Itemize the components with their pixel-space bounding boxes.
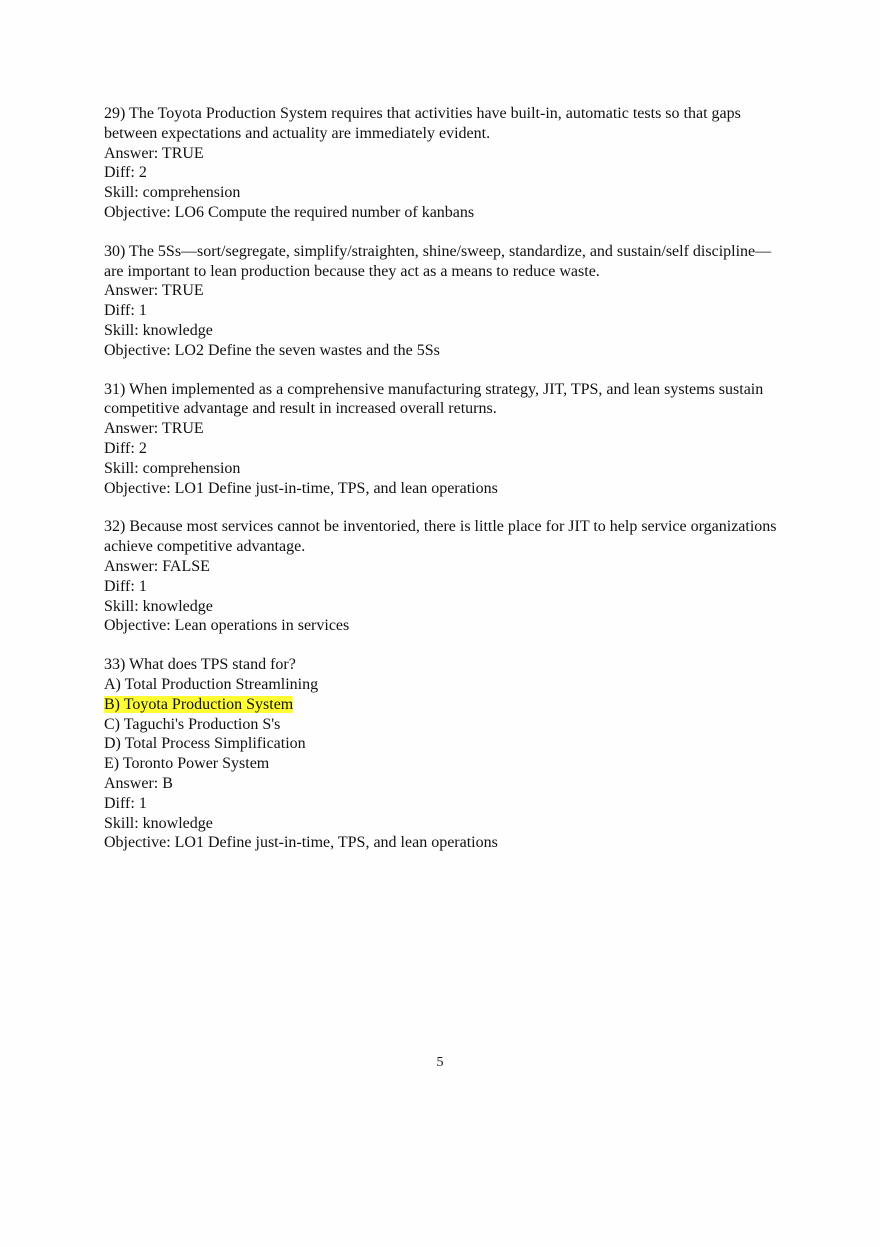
skill-line: Skill: knowledge (104, 814, 213, 832)
question-list (104, 104, 784, 872)
question-33 (104, 655, 784, 853)
skill-line: Skill: knowledge (104, 597, 213, 615)
page-number: 5 (436, 1055, 444, 1070)
option-c: C) Taguchi's Production S's (104, 715, 281, 733)
question-29 (104, 104, 784, 223)
question-31 (104, 380, 784, 499)
objective-line: Objective: LO1 Define just-in-time, TPS, and lean operations (104, 834, 498, 852)
question-30 (104, 242, 784, 361)
option-d: D) Total Process Simplification (104, 735, 306, 753)
question-stem: 30) The 5Ss—sort/segregate, simplify/straighten, shine/sweep, standardize, and sustain/self discipline—are important to lean production because they act as a means to reduce waste. (104, 242, 772, 280)
question-32 (104, 517, 784, 636)
answer-line: Answer: TRUE (104, 282, 204, 300)
objective-line: Objective: LO6 Compute the required number of kanbans (104, 203, 475, 221)
option-a: A) Total Production Streamlining (104, 675, 319, 693)
difficulty-line: Diff: 1 (104, 577, 147, 595)
skill-line: Skill: knowledge (104, 321, 213, 339)
difficulty-line: Diff: 1 (104, 302, 147, 320)
highlighted-answer: B) Toyota Production System (104, 695, 294, 713)
question-stem: 32) Because most services cannot be inventoried, there is little place for JIT to help service organizations achieve competitive advantage. (104, 518, 777, 556)
option-e: E) Toronto Power System (104, 755, 270, 773)
question-stem: 31) When implemented as a comprehensive manufacturing strategy, JIT, TPS, and lean systems sustain competitive advantage and result in increased overall returns. (104, 380, 764, 418)
answer-line: Answer: FALSE (104, 557, 210, 575)
objective-line: Objective: LO1 Define just-in-time, TPS, and lean operations (104, 479, 498, 497)
difficulty-line: Diff: 1 (104, 794, 147, 812)
difficulty-line: Diff: 2 (104, 164, 147, 182)
objective-line: Objective: Lean operations in services (104, 617, 350, 635)
answer-line: Answer: TRUE (104, 144, 204, 162)
question-stem: 29) The Toyota Production System requires that activities have built-in, automatic tests so that gaps between expectations and actuality are immediately evident. (104, 105, 741, 142)
skill-line: Skill: comprehension (104, 184, 241, 202)
skill-line: Skill: comprehension (104, 459, 241, 477)
answer-line: Answer: B (104, 774, 173, 792)
option-b-highlighted (104, 695, 784, 715)
answer-line: Answer: TRUE (104, 420, 204, 438)
difficulty-line: Diff: 2 (104, 439, 147, 457)
objective-line: Objective: LO2 Define the seven wastes and the 5Ss (104, 341, 440, 359)
question-stem: 33) What does TPS stand for? (104, 656, 296, 674)
